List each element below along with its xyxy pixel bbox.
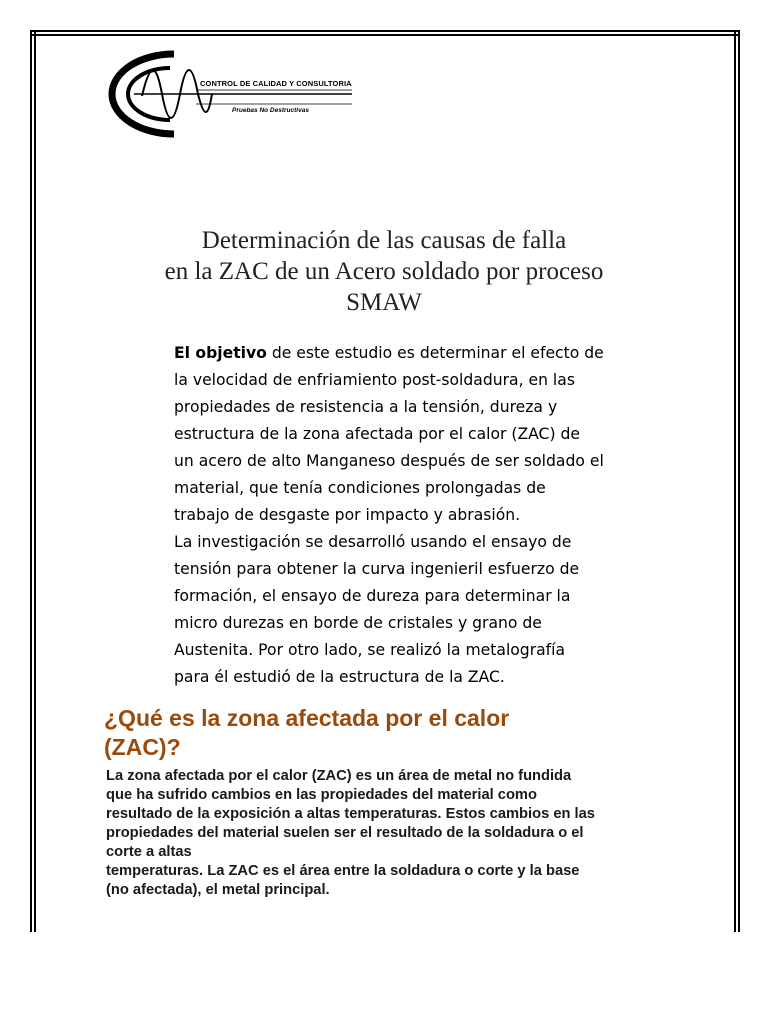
page-border-right bbox=[734, 30, 740, 932]
company-logo bbox=[104, 48, 364, 140]
page-border-left bbox=[30, 30, 36, 932]
page-border-top bbox=[30, 30, 740, 36]
section-heading-text: ¿Qué es la zona afectada por el calor (ZAC)? bbox=[104, 705, 510, 760]
document-title bbox=[100, 225, 668, 318]
section-paragraph: La zona afectada por el calor (ZAC) es un área de metal no fundida que ha sufrido cambios en las propiedades del material como resultado de la exposición a altas temperaturas. Estos cambios en las propiedades del material suelen ser el resultado de la soldadura o el corte a altas temperaturas. La ZAC es el área entre la soldadura o corte y la base (no afectada), el metal principal. bbox=[106, 768, 595, 898]
objective-text: de este estudio es determinar el efecto de la velocidad de enfriamiento post-soldadura, en las propiedades de resistencia a la tensión, dureza y estructura de la zona afectada por el calor (ZAC) de un acero de alto Manganeso después de ser soldado el material, que tenía condiciones prolongadas de trabajo de desgaste por impacto y abrasión. La investigación se desarrolló usando el ensayo de tensión para obtener la curva ingenieril esfuerzo de formación, el ensayo de dureza para determinar la micro durezas en borde de cristales y grano de Austenita. Por otro lado, se realizó la metalografía para él estudió de la estructura de la ZAC. bbox=[174, 344, 604, 686]
logo-graphic bbox=[104, 48, 364, 140]
logo-title: CONTROL DE CALIDAD Y CONSULTORIA bbox=[200, 79, 352, 88]
document-title-text: Determinación de las causas de falla en la ZAC de un Acero soldado por proceso SMAW bbox=[164, 227, 604, 316]
objective-lead: El objetivo bbox=[174, 344, 267, 362]
section-heading bbox=[104, 704, 664, 762]
logo-subtitle: Pruebas No Destructivas bbox=[232, 107, 309, 114]
objective-paragraph bbox=[174, 340, 644, 691]
